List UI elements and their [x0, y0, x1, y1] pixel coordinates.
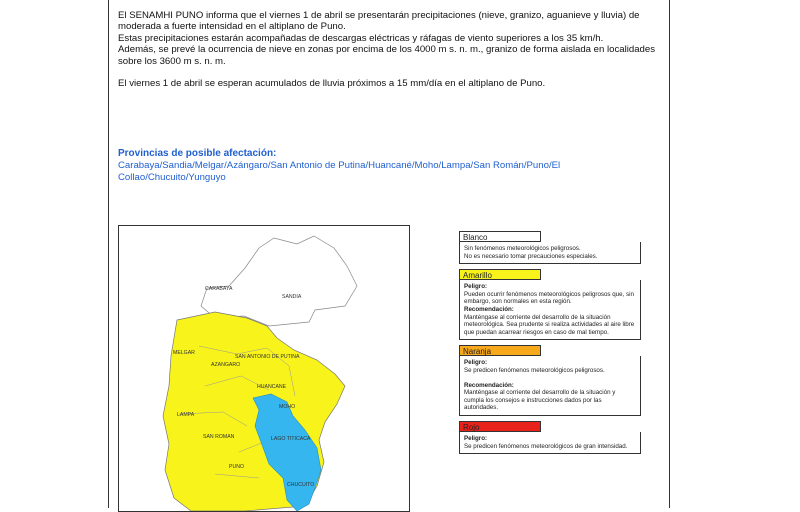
map-label-puno: PUNO [229, 464, 244, 470]
paragraph-precipitation: El SENAMHI PUNO informa que el viernes 1 de abril se presentarán precipitaciones (nieve, granizo, aguanieve y lluvia) de moderada a fuerte intensidad en el altiplano de Puno. [118, 10, 640, 33]
map-label-san-antonio: SAN ANTONIO DE PUTINA [235, 354, 300, 360]
level-label-white: Blanco [459, 231, 541, 242]
legend-level-yellow [459, 269, 641, 340]
map-label-carabaya: CARABAYA [205, 286, 233, 292]
level-label-yellow: Amarillo [459, 269, 541, 280]
provinces-list: Carabaya/Sandia/Melgar/Azángaro/San Antonio de Putina/Huancané/Moho/Lampa/San Román/Puno/El Collao/Chucuito/Yunguyo [118, 160, 561, 183]
level-desc-orange: Peligro: Se predicen fenómenos meteorológicos peligrosos. Recomendación: Manténgase al corriente del desarrollo de la situación y cumpla los consejos e instrucciones dados por las autoridades. [459, 356, 641, 416]
provinces-title: Provincias de posible afectación: [118, 148, 277, 159]
level-label-red: Rojo [459, 421, 541, 432]
puno-map-svg [119, 226, 409, 511]
map-label-melgar: MELGAR [173, 350, 195, 356]
map-label-lampa: LAMPA [177, 412, 195, 418]
map-label-sandia: SANDIA [282, 294, 302, 300]
region-north-white [201, 236, 357, 326]
paragraph-rain-accumulation: El viernes 1 de abril se esperan acumulados de lluvia próximos a 15 mm/día en el altiplano de Puno. [118, 78, 546, 90]
map-label-huancane: HUANCANE [257, 384, 287, 390]
map-label-azangaro: AZANGARO [211, 362, 241, 368]
alert-legend [459, 231, 641, 459]
legend-level-white [459, 231, 641, 264]
legend-level-orange [459, 345, 641, 416]
level-desc-red: Peligro: Se predicen fenómenos meteorológicos de gran intensidad. [459, 432, 641, 454]
level-desc-white: Sin fenómenos meteorológicos peligrosos. No es necesario tomar precauciones especiales. [459, 242, 641, 264]
level-desc-yellow: Peligro: Pueden ocurrir fenómenos meteorológicos peligrosos que, sin embargo, son normales en esta región. Recomendación: Manténgase al corriente del desarrollo de la situación meteorológica. Sea prudente si realiza actividades al aire libre que puedan acarrear riesgos en caso de mal tiempo. [459, 280, 641, 340]
map-label-lago-titicaca: LAGO TITICACA [271, 436, 311, 442]
legend-level-red [459, 421, 641, 454]
level-label-orange: Naranja [459, 345, 541, 356]
map-label-moho: MOHO [279, 404, 296, 410]
bulletin-body [118, 10, 663, 89]
alert-map [118, 225, 410, 512]
paragraph-snow-hail: Además, se prevé la ocurrencia de nieve en zonas por encima de los 4000 m s. n. m., granizo de forma aislada en localidades sobre los 3600 m s. n. m. [118, 44, 656, 67]
map-label-san-roman: SAN ROMAN [203, 434, 235, 440]
map-label-chucuito: CHUCUITO [287, 482, 315, 488]
paragraph-electric-wind: Estas precipitaciones estarán acompañadas de descargas eléctricas y ráfagas de viento superiores a los 35 km/h. [118, 32, 604, 44]
